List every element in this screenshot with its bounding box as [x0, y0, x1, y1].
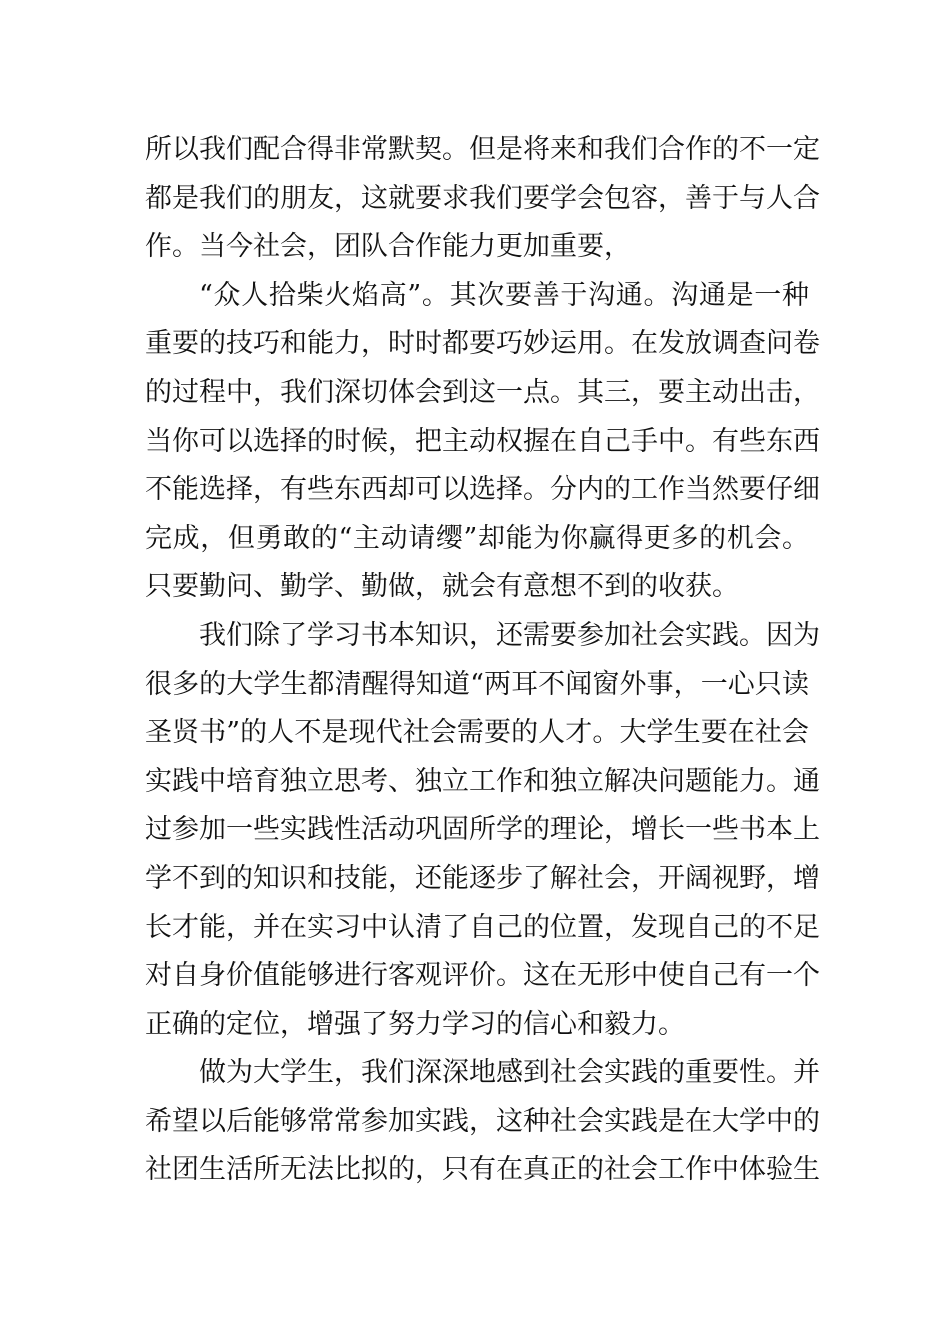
text-line: 做为大学生，我们深深地感到社会实践的重要性。并 [199, 1057, 820, 1089]
text-line: 的过程中，我们深切体会到这一点。其三，要主动出击， [145, 376, 820, 408]
text-line: 所以我们配合得非常默契。但是将来和我们合作的不一定 [145, 134, 820, 165]
text-line: 重要的技巧和能力，时时都要巧妙运用。在发放调查问卷 [145, 328, 820, 360]
text-line: 圣贤书”的人不是现代社会需要的人才。大学生要在社会 [145, 717, 809, 749]
text-line: 很多的大学生都清醒得知道“两耳不闻窗外事，一心只读 [145, 668, 809, 700]
text-line: 不能选择，有些东西却可以选择。分内的工作当然要仔细 [145, 474, 820, 506]
text-line: 学不到的知识和技能，还能逐步了解社会，开阔视野，增 [145, 862, 820, 894]
text-line: 完成，但勇敢的“主动请缨”却能为你赢得更多的机会。 [145, 522, 809, 554]
text-line: 当你可以选择的时候，把主动权握在自己手中。有些东西 [145, 425, 820, 457]
text-line: 都是我们的朋友，这就要求我们要学会包容，善于与人合 [145, 182, 820, 214]
body-text [145, 126, 820, 1195]
text-line: 我们除了学习书本知识，还需要参加社会实践。因为 [199, 619, 820, 651]
text-line: 作。当今社会，团队合作能力更加重要， [145, 231, 631, 263]
text-line: 过参加一些实践性活动巩固所学的理论，增长一些书本上 [145, 814, 820, 846]
text-line: 正确的定位，增强了努力学习的信心和毅力。 [145, 1008, 685, 1040]
text-line: 希望以后能够常常参加实践，这种社会实践是在大学中的 [145, 1105, 820, 1137]
text-line: 对自身价值能够进行客观评价。这在无形中使自己有一个 [145, 960, 820, 992]
text-line: 社团生活所无法比拟的，只有在真正的社会工作中体验生 [145, 1154, 820, 1186]
text-line: 只要勤问、勤学、勤做，就会有意想不到的收获。 [145, 571, 739, 603]
text-line: 长才能，并在实习中认清了自己的位置，发现自己的不足 [145, 911, 820, 943]
text-line: 实践中培育独立思考、独立工作和独立解决问题能力。通 [145, 765, 820, 797]
text-line: “众人拾柴火焰高”。其次要善于沟通。沟通是一种 [199, 279, 809, 311]
